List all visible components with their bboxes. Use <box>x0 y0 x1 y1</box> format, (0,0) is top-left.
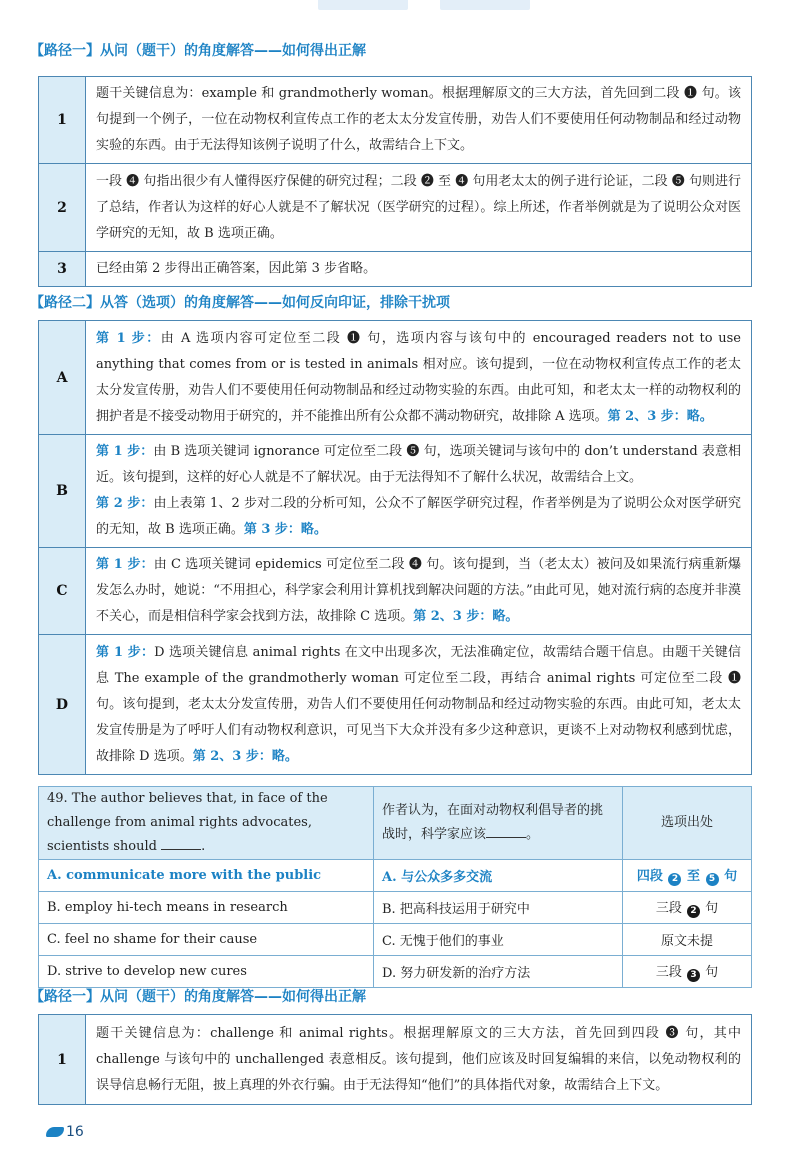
option-en: B. employ hi-tech means in research <box>39 892 374 924</box>
path1-table <box>38 76 752 287</box>
step-text: 由上表第 1、2 步对二段的分析可知，公众不了解医学研究过程，作者举例是为了说明公众对医学研究的无知，故 B 选项正确。 <box>96 496 741 537</box>
step-text: 题干关键信息为：challenge 和 animal rights。根据理解原文的三大方法，首先回到四段 ❸ 句，其中 challenge 与该句中的 unchallenged 表意相反。该句提到，他们应该及时回复编辑的来信，以免动物权利的误导信息畅行无阻，披上真理的外衣行骗。由于无法得知“他们”的具体指代对象，故需结合上下文。 <box>86 1015 752 1105</box>
option-cn: A. 与公众多多交流 <box>374 860 623 892</box>
circled-number: 2 <box>668 873 681 886</box>
source-header: 选项出处 <box>623 787 752 860</box>
option-cn: B. 把高科技运用于研究中 <box>374 892 623 924</box>
step-label: 第 1 步： <box>96 557 154 572</box>
option-source <box>623 892 752 924</box>
table-row <box>39 252 752 287</box>
option-key: B <box>39 435 86 548</box>
step-text: D 选项关键信息 animal rights 在文中出现多次，无法准确定位，故需结合题干信息。由题干关键信息 The example of the grandmotherly woman 可定位至二段，再结合 animal rights 可定位至二段 ❶ 句。该句提到，老太太分发宣传册，劝告人们不要使用任何动物制品和经过动物实验的东西。由此可知，老太太发宣传册是为了呼吁人们有动物权利意识，可见当下大众并没有多少这种意识，更谈不上对动物权利感到忧虑，故排除 D 选项。 <box>96 644 741 764</box>
table-row <box>39 787 752 860</box>
table-row <box>39 956 752 988</box>
table-row <box>39 924 752 956</box>
stem-text: 49. The author believes that, in face of the challenge from animal rights advocates, scientists should <box>47 791 328 854</box>
page-number: 16 <box>66 1124 84 1140</box>
circled-number: 2 <box>687 905 700 918</box>
src-text: 四段 <box>636 869 663 884</box>
table-row <box>39 1015 752 1105</box>
table-row <box>39 435 752 548</box>
option-key: D <box>39 635 86 775</box>
option-en: D. strive to develop new cures <box>39 956 374 988</box>
question-stem-cn <box>374 787 623 860</box>
option-key: C <box>39 548 86 635</box>
src-text: 至 <box>686 869 700 884</box>
table-row <box>39 635 752 775</box>
question-stem-en <box>39 787 374 860</box>
step-text: 由 A 选项内容可定位至二段 ❶ 句，选项内容与该句中的 encouraged readers not to use anything that comes from or is tested in animals 相对应。该句提到，一位在动物权利宣传点工作的老太太分发宣传册，劝告人们不要使用任何动物制品和经过动物实验的东西。由此可知，和老太太一样的动物权利的拥护者是不接受动物用于研究的，并不能推出所有公众都不满动物研究，故排除 A 选项。 <box>96 330 741 424</box>
option-source <box>623 860 752 892</box>
option-source <box>623 956 752 988</box>
table-row <box>39 548 752 635</box>
section-heading-path2: 【路径二】从答（选项）的角度解答——如何反向印证，排除干扰项 <box>30 295 450 311</box>
stem-end: . <box>201 839 206 854</box>
step-label: 第 1 步： <box>96 330 161 346</box>
stem-text: 作者认为，在面对动物权利倡导者的挑战时，科学家应该 <box>382 803 604 842</box>
option-analysis <box>86 435 752 548</box>
section-heading-path1-q49: 【路径一】从问（题干）的角度解答——如何得出正解 <box>30 989 366 1005</box>
table-row <box>39 164 752 252</box>
step-number: 1 <box>39 1015 86 1105</box>
step-label: 第 2、3 步：略。 <box>413 609 519 624</box>
step-label: 第 2、3 步：略。 <box>607 408 713 424</box>
table-row <box>39 892 752 924</box>
src-text: 句 <box>724 869 738 884</box>
step-number: 1 <box>39 77 86 164</box>
table-row <box>39 321 752 435</box>
src-text: 三段 <box>655 965 682 980</box>
answer-blank <box>161 837 201 850</box>
step-text: 由 B 选项关键词 ignorance 可定位至二段 ❺ 句，选项关键词与该句中的 don’t understand 表意相近。该句提到，这样的好心人就是不了解状况。由于无法得知不了解什么状况，故需结合上文。 <box>96 444 741 485</box>
option-key: A <box>39 321 86 435</box>
step-number: 3 <box>39 252 86 287</box>
step-number: 2 <box>39 164 86 252</box>
table-row <box>39 77 752 164</box>
option-source: 原文未提 <box>623 924 752 956</box>
stem-end: 。 <box>526 827 540 842</box>
section-heading-path1: 【路径一】从问（题干）的角度解答——如何得出正解 <box>30 43 366 59</box>
step-label: 第 2 步： <box>96 496 154 511</box>
step-label: 第 1 步： <box>96 644 155 660</box>
table-row <box>39 860 752 892</box>
step-label: 第 2、3 步：略。 <box>192 748 298 764</box>
book-logo-icon <box>46 1127 64 1137</box>
path2-table <box>38 320 752 775</box>
step-text: 由 C 选项关键词 epidemics 可定位至二段 ❹ 句。该句提到，当（老太太）被问及如果流行病重新爆发怎么办时，她说：“不用担心，科学家会利用计算机找到解决问题的方法。”由此可见，她对流行病的态度并非漠不关心，而是相信科学家会找到方法，故排除 C 选项。 <box>96 557 741 624</box>
page-footer <box>46 1124 84 1144</box>
option-analysis <box>86 321 752 435</box>
circled-number: 3 <box>687 969 700 982</box>
option-analysis <box>86 548 752 635</box>
option-en: C. feel no shame for their cause <box>39 924 374 956</box>
circled-number: 5 <box>706 873 719 886</box>
src-text: 三段 <box>655 901 682 916</box>
step-text: 已经由第 2 步得出正确答案，因此第 3 步省略。 <box>86 252 752 287</box>
src-text: 句 <box>705 901 719 916</box>
header-decoration <box>440 0 530 10</box>
top-band <box>0 0 800 14</box>
step-label: 第 1 步： <box>96 444 154 459</box>
step-label: 第 3 步：略。 <box>243 522 327 537</box>
header-decoration <box>318 0 408 10</box>
option-en: A. communicate more with the public <box>39 860 374 892</box>
option-cn: D. 努力研发新的治疗方法 <box>374 956 623 988</box>
path1-q49-table <box>38 1014 752 1105</box>
option-analysis <box>86 635 752 775</box>
option-cn: C. 无愧于他们的事业 <box>374 924 623 956</box>
step-text: 题干关键信息为：example 和 grandmotherly woman。根据理解原文的三大方法，首先回到二段 ❶ 句。该句提到一个例子，一位在动物权利宣传点工作的老太太分发宣传册，劝告人们不要使用任何动物制品和经过动物实验的东西。由于无法得知该例子说明了什么，故需结合上下文。 <box>86 77 752 164</box>
step-text: 一段 ❹ 句指出很少有人懂得医疗保健的研究过程；二段 ❷ 至 ❹ 句用老太太的例子进行论证，二段 ❺ 句则进行了总结，作者认为这样的好心人就是不了解状况（医学研究的过程）。综上所述，作者举例就是为了说明公众对医学研究的无知，故 B 选项正确。 <box>86 164 752 252</box>
answer-blank <box>486 825 526 838</box>
question-table <box>38 786 752 988</box>
src-text: 句 <box>705 965 719 980</box>
